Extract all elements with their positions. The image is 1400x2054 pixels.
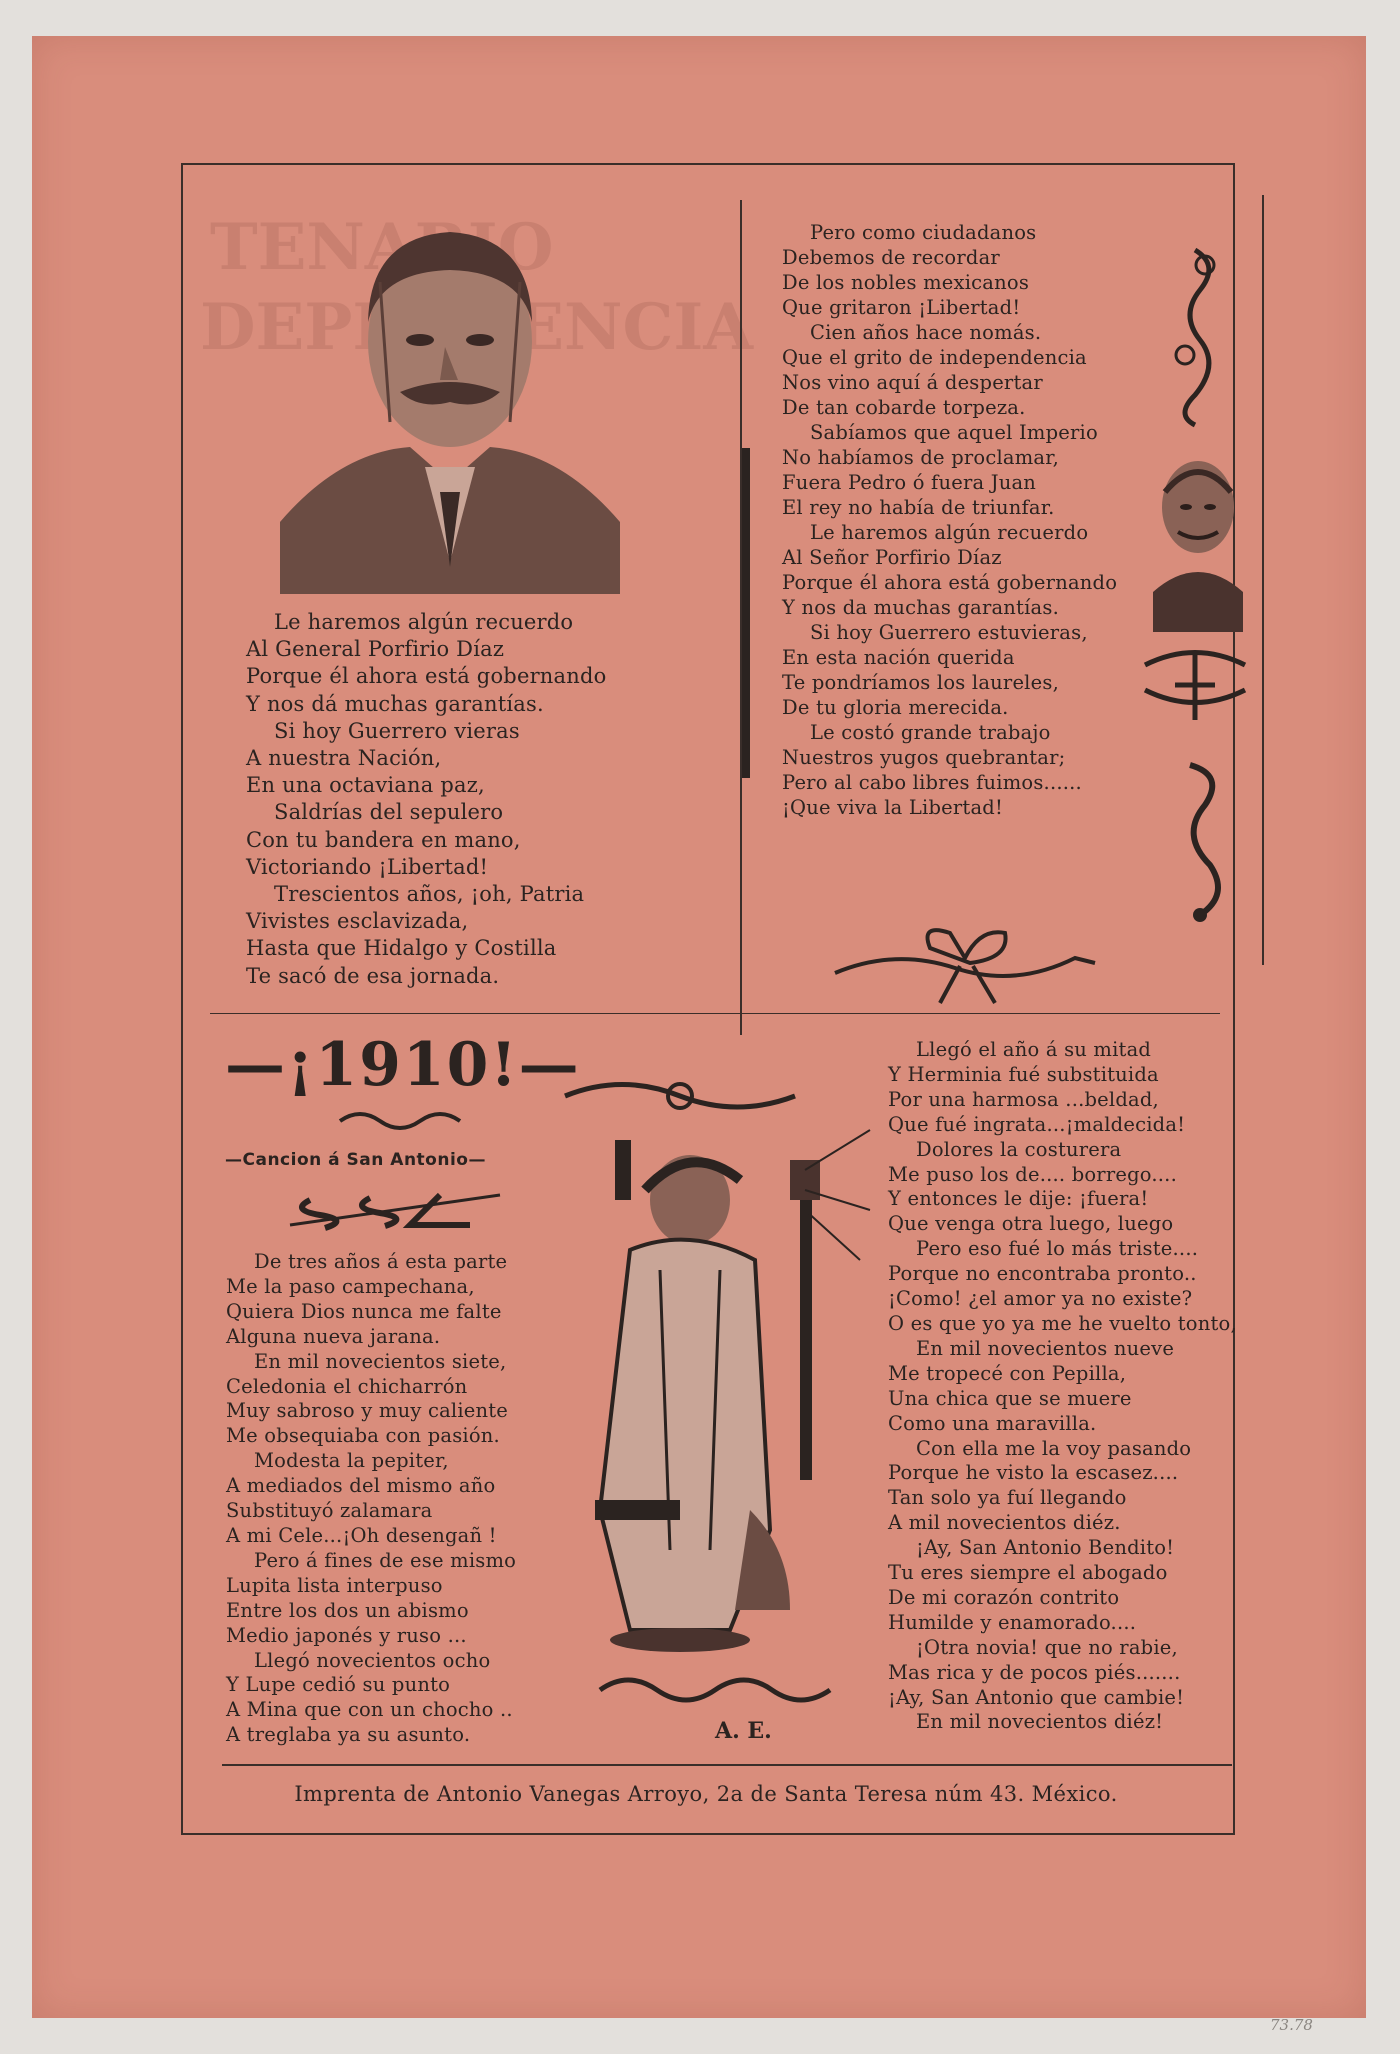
poem-line: Cien años hace nomás. xyxy=(810,321,1042,344)
poem-line: Y entonces le dije: ¡fuera! xyxy=(888,1187,1149,1211)
poem-line: Entre los dos un abismo xyxy=(226,1598,469,1622)
poem-line: Al General Porfirio Díaz xyxy=(246,637,505,662)
poem-line: Medio japonés y ruso ... xyxy=(226,1623,467,1647)
poem-line: Y nos dá muchas garantías. xyxy=(246,691,544,716)
divider-middle-rule xyxy=(210,1013,1220,1014)
poem-line: Tu eres siempre el abogado xyxy=(888,1561,1168,1585)
song-subtitle: —Cancion á San Antonio— xyxy=(225,1150,486,1170)
poem-line: El rey no había de triunfar. xyxy=(782,496,1055,519)
poem-line: Porque él ahora está gobernando xyxy=(246,664,607,689)
poem-line: Sabíamos que aquel Imperio xyxy=(810,421,1098,444)
poem-line: Y Lupe cedió su punto xyxy=(226,1673,451,1697)
poem-line: Como una maravilla. xyxy=(888,1411,1097,1435)
poem-line: De tan cobarde torpeza. xyxy=(782,396,1026,419)
poem-line: Te pondríamos los laureles, xyxy=(782,671,1059,694)
poem-line: Te sacó de esa jornada. xyxy=(246,963,500,988)
vertical-bar-ornament xyxy=(740,448,752,778)
vine-ornament-icon xyxy=(565,1068,795,1124)
poem-line: Que venga otra luego, luego xyxy=(888,1212,1174,1236)
poem-line: Con ella me la voy pasando xyxy=(916,1436,1192,1460)
portrait-porfirio-diaz xyxy=(280,222,620,594)
poem-line: Nos vino aquí á despertar xyxy=(782,371,1043,394)
poem-line: A mi Cele...¡Oh desengañ ! xyxy=(226,1523,497,1547)
poem-line: Al Señor Porfirio Díaz xyxy=(782,546,1002,569)
poem-line: Y nos da muchas garantías. xyxy=(782,596,1059,619)
poem-line: Tan solo ya fuí llegando xyxy=(888,1486,1127,1510)
poem-line: Pero como ciudadanos xyxy=(810,221,1037,244)
poem-line: Que fué ingrata...¡maldecida! xyxy=(888,1112,1186,1136)
poem-line: Pero eso fué lo más triste.... xyxy=(916,1237,1199,1261)
poem-line: Me tropecé con Pepilla, xyxy=(888,1361,1127,1385)
year-heading-rule-right: — xyxy=(518,1030,581,1100)
poem-line: Y Herminia fué substituida xyxy=(888,1062,1159,1086)
divider-bottom-rule xyxy=(222,1764,1232,1766)
song-left-column xyxy=(226,1250,516,1748)
poem-line: De tres años á esta parte xyxy=(254,1250,508,1273)
year-heading-rule-left: — xyxy=(225,1030,287,1100)
poem-line: Fuera Pedro ó fuera Juan xyxy=(782,471,1037,494)
poem-line: ¡Que viva la Libertad! xyxy=(782,796,1003,819)
poem-line: Modesta la pepiter, xyxy=(254,1449,449,1473)
poem-line: En mil novecientos nueve xyxy=(916,1336,1175,1360)
poem-line: Dolores la costurera xyxy=(916,1137,1122,1161)
poem-line: Humilde y enamorado.... xyxy=(888,1610,1137,1634)
poem-line: Con tu bandera en mano, xyxy=(246,827,521,852)
poem-line: A mediados del mismo año xyxy=(226,1474,496,1498)
small-portrait-engraving xyxy=(1153,452,1243,632)
poem-line: Debemos de recordar xyxy=(782,246,1000,269)
poem-line: Celedonia el chicharrón xyxy=(226,1374,468,1398)
ssz-flourish-icon xyxy=(280,1190,510,1230)
poem-line: Llegó novecientos ocho xyxy=(254,1648,491,1672)
poem-line: Que gritaron ¡Libertad! xyxy=(782,296,1021,319)
poem-line: ¡Otra novia! que no rabie, xyxy=(916,1635,1178,1659)
poem-line: Porque él ahora está gobernando xyxy=(782,571,1118,594)
poem-line: Alguna nueva jarana. xyxy=(226,1324,441,1348)
poem-line: Lupita lista interpuso xyxy=(226,1573,443,1597)
poem-right-column xyxy=(782,220,1117,820)
year-heading xyxy=(225,1030,581,1100)
poem-line: Porque no encontraba pronto.. xyxy=(888,1262,1197,1286)
poem-line: O es que yo ya me he vuelto tonto, xyxy=(888,1311,1237,1335)
poem-left-column xyxy=(246,609,606,990)
small-flourish-icon xyxy=(340,1107,460,1135)
poem-line: Substituyó zalamara xyxy=(226,1499,433,1523)
poem-line: En esta nación querida xyxy=(782,646,1015,669)
poem-line: Pero al cabo libres fuimos...... xyxy=(782,771,1082,794)
poem-line: A nuestra Nación, xyxy=(246,746,442,771)
serpent-ornament-icon xyxy=(1170,755,1230,925)
poem-line: En mil novecientos siete, xyxy=(254,1349,507,1373)
poem-line: Nuestros yugos quebrantar; xyxy=(782,746,1066,769)
year-heading-text: ¡1910! xyxy=(287,1030,519,1100)
poem-line: No habíamos de proclamar, xyxy=(782,446,1060,469)
poem-line: En mil novecientos diéz! xyxy=(916,1710,1164,1734)
poem-line: A mil novecientos diéz. xyxy=(888,1511,1121,1535)
song-right-column xyxy=(888,1038,1237,1735)
poem-line: Vivistes esclavizada, xyxy=(246,909,469,934)
poem-line: De tu gloria merecida. xyxy=(782,696,1009,719)
poem-line: Saldrías del sepulero xyxy=(274,800,504,825)
poem-line: Hasta que Hidalgo y Costilla xyxy=(246,936,557,961)
poem-line: ¡Ay, San Antonio Bendito! xyxy=(916,1536,1175,1560)
poem-line: De los nobles mexicanos xyxy=(782,271,1030,294)
poem-line: Una chica que se muere xyxy=(888,1386,1132,1410)
poem-line: Por una harmosa ...beldad, xyxy=(888,1087,1159,1111)
scroll-ornament-icon xyxy=(1160,245,1230,430)
poem-line: Pero á fines de ese mismo xyxy=(254,1548,517,1572)
archive-mark: 73.78 xyxy=(1270,2016,1313,2034)
poem-line: Le haremos algún recuerdo xyxy=(810,521,1089,544)
bottom-vine-ornament-icon xyxy=(600,1670,830,1710)
poem-line: Llegó el año á su mitad xyxy=(916,1038,1152,1061)
poem-line: Me obsequiaba con pasión. xyxy=(226,1424,500,1448)
poem-line: Si hoy Guerrero vieras xyxy=(274,718,520,743)
right-edge-rule xyxy=(1262,195,1264,965)
poem-line: Trescientos años, ¡oh, Patria xyxy=(274,882,585,907)
poem-line: De mi corazón contrito xyxy=(888,1585,1120,1609)
author-initials: A. E. xyxy=(715,1718,772,1744)
poem-line: Que el grito de independencia xyxy=(782,346,1087,369)
poem-line: Victoriando ¡Libertad! xyxy=(246,854,489,879)
poem-line: Muy sabroso y muy caliente xyxy=(226,1399,509,1423)
floral-ornament-icon xyxy=(1140,645,1250,725)
poem-line: A Mina que con un chocho .. xyxy=(226,1698,513,1722)
poem-line: Mas rica y de pocos piés....... xyxy=(888,1660,1181,1684)
poem-line: Si hoy Guerrero estuvieras, xyxy=(810,621,1088,644)
poem-line: Me la paso campechana, xyxy=(226,1274,475,1298)
poem-line: Quiera Dios nunca me falte xyxy=(226,1299,502,1323)
poem-line: ¡Como! ¿el amor ya no existe? xyxy=(888,1287,1193,1311)
poem-line: Le costó grande trabajo xyxy=(810,721,1051,744)
san-antonio-figure-engraving xyxy=(560,1130,870,1660)
poem-line: En una octaviana paz, xyxy=(246,773,485,798)
bow-ribbon-ornament-icon xyxy=(835,918,1095,1008)
poem-line: Le haremos algún recuerdo xyxy=(274,610,574,634)
song-subtitle-text: Cancion á San Antonio xyxy=(242,1150,469,1170)
poem-line: Me puso los de.... borrego.... xyxy=(888,1162,1177,1186)
poem-line: ¡Ay, San Antonio que cambie! xyxy=(888,1685,1185,1709)
poem-line: A treglaba ya su asunto. xyxy=(226,1723,471,1747)
poem-line: Porque he visto la escasez.... xyxy=(888,1461,1179,1485)
imprint-line: Imprenta de Antonio Vanegas Arroyo, 2a de Santa Teresa núm 43. México. xyxy=(294,1782,1118,1806)
